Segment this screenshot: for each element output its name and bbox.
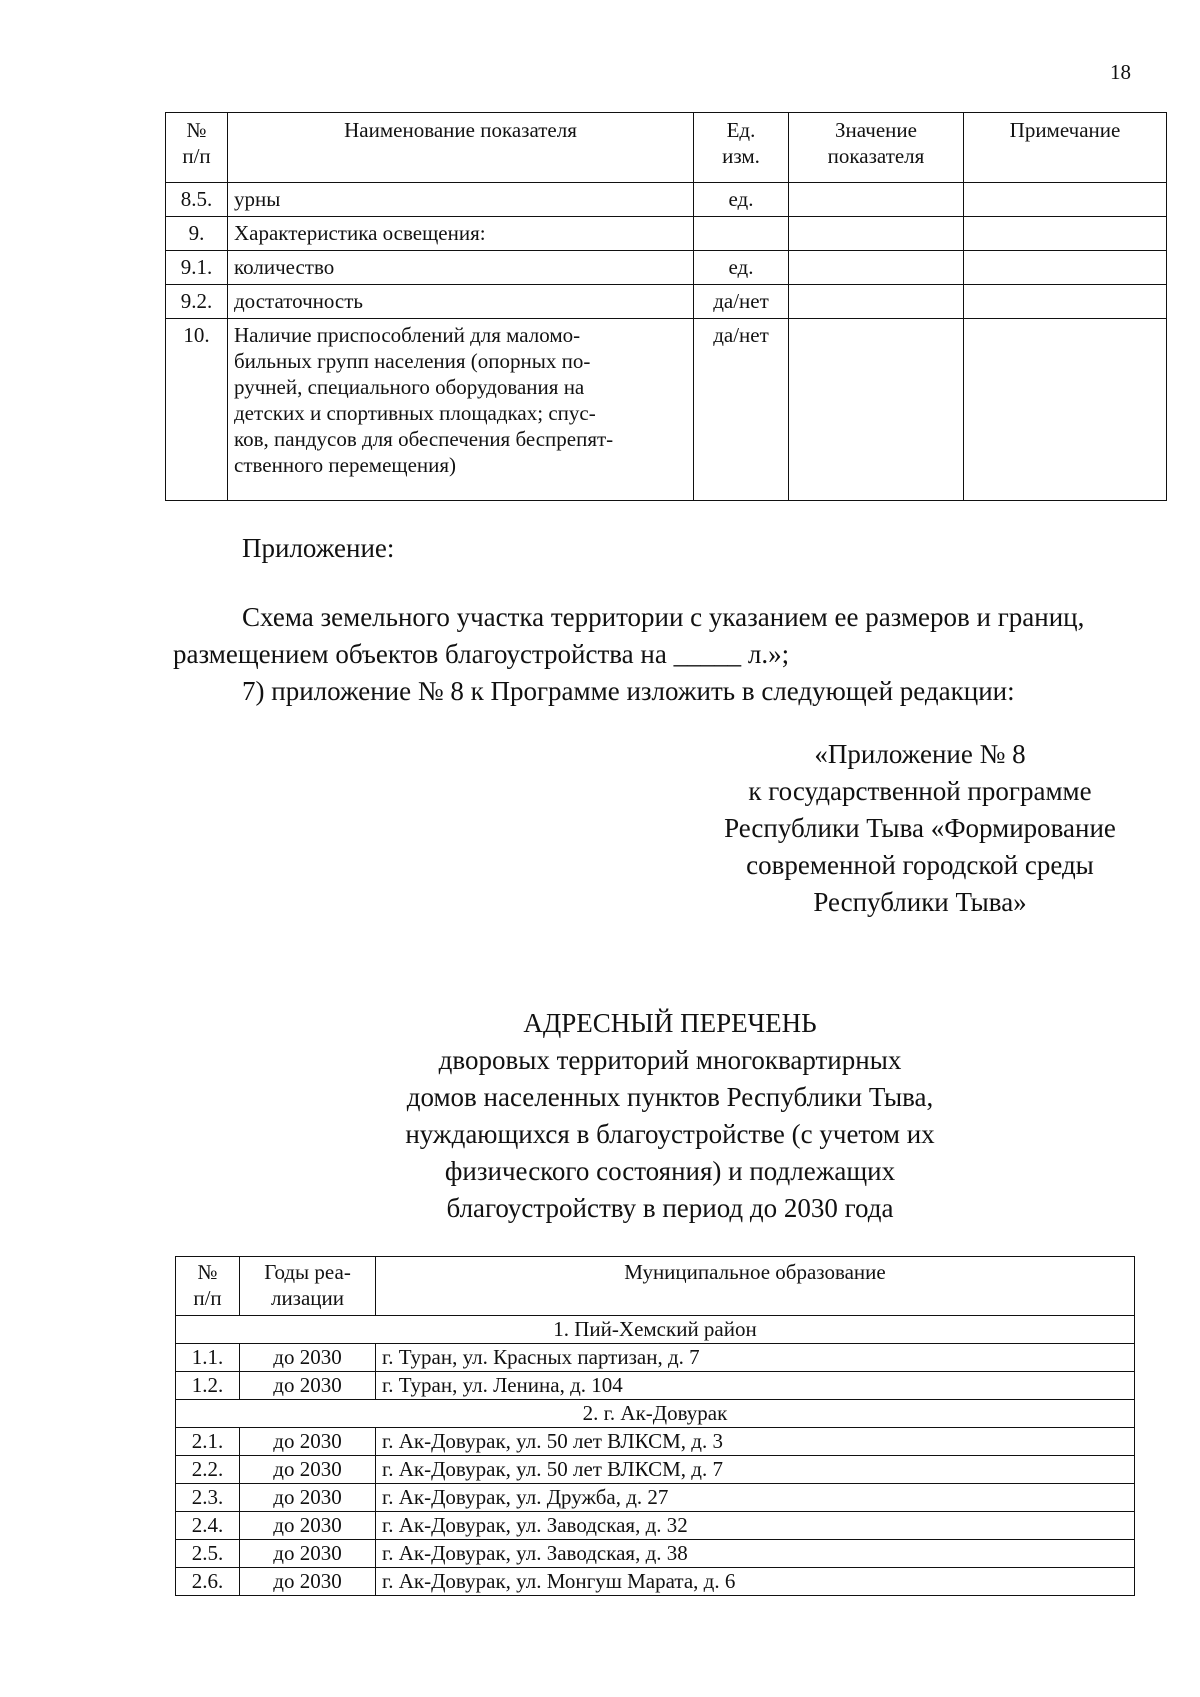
col-header-years: Годы реа- лизации xyxy=(240,1257,376,1316)
row-num: 2.1. xyxy=(176,1428,240,1456)
row-note xyxy=(964,319,1167,501)
row-years: до 2030 xyxy=(240,1484,376,1512)
heading-title: АДРЕСНЫЙ ПЕРЕЧЕНЬ xyxy=(523,1008,817,1038)
appendix-line: к государственной программе xyxy=(748,776,1092,806)
section-row xyxy=(176,1400,1135,1428)
col-header-unit: Ед. изм. xyxy=(694,113,789,183)
heading-line: благоустройству в период до 2030 года xyxy=(446,1193,894,1223)
row-address: г. Туран, ул. Красных партизан, д. 7 xyxy=(376,1344,1135,1372)
table-row xyxy=(176,1344,1135,1372)
table-row xyxy=(166,183,1167,217)
address-list-table xyxy=(175,1256,1135,1596)
row-num: 9.2. xyxy=(166,285,228,319)
heading-line: домов населенных пунктов Республики Тыва, xyxy=(406,1082,934,1112)
table-row xyxy=(176,1372,1135,1400)
heading-line: нуждающихся в благоустройстве (с учетом их xyxy=(405,1119,935,1149)
row-value xyxy=(789,285,964,319)
row-name: Характеристика освещения: xyxy=(228,217,694,251)
row-address: г. Ак-Довурак, ул. 50 лет ВЛКСМ, д. 7 xyxy=(376,1456,1135,1484)
table-row xyxy=(166,251,1167,285)
row-years: до 2030 xyxy=(240,1372,376,1400)
row-name: количество xyxy=(228,251,694,285)
heading-line: физического состояния) и подлежащих xyxy=(444,1156,896,1186)
row-note xyxy=(964,217,1167,251)
row-num: 2.2. xyxy=(176,1456,240,1484)
row-years: до 2030 xyxy=(240,1344,376,1372)
col-header-municipality: Муниципальное образование xyxy=(376,1257,1135,1316)
page-number: 18 xyxy=(1110,60,1131,84)
row-value xyxy=(789,251,964,285)
row-address: г. Ак-Довурак, ул. 50 лет ВЛКСМ, д. 3 xyxy=(376,1428,1135,1456)
table-row xyxy=(176,1512,1135,1540)
row-num: 1.2. xyxy=(176,1372,240,1400)
row-num: 9.1. xyxy=(166,251,228,285)
address-table-header xyxy=(176,1257,1135,1316)
document-heading xyxy=(330,1005,1010,1227)
table-row xyxy=(176,1540,1135,1568)
row-years: до 2030 xyxy=(240,1512,376,1540)
table-row xyxy=(176,1568,1135,1596)
appendix-line: Республики Тыва» xyxy=(813,887,1027,917)
row-years: до 2030 xyxy=(240,1540,376,1568)
row-num: 10. xyxy=(166,319,228,501)
row-address: г. Туран, ул. Ленина, д. 104 xyxy=(376,1372,1135,1400)
col-header-num: № п/п xyxy=(166,113,228,183)
row-address: г. Ак-Довурак, ул. Дружба, д. 27 xyxy=(376,1484,1135,1512)
col-header-note: Примечание xyxy=(964,113,1167,183)
row-note xyxy=(964,251,1167,285)
attachment-label: Приложение: xyxy=(242,533,395,563)
row-unit: ед. xyxy=(694,251,789,285)
appendix-line: Республики Тыва «Формирование xyxy=(724,813,1116,843)
row-value xyxy=(789,217,964,251)
col-header-value: Значение показателя xyxy=(789,113,964,183)
section-row xyxy=(176,1316,1135,1344)
table-row xyxy=(166,285,1167,319)
row-name: Наличие приспособлений для маломо- бильных групп населения (опорных по- ручней, специального оборудования на детских и спортивных площадках; спус- ков, пандусов для обеспечения беспрепят- ственного перемещения) xyxy=(228,319,694,501)
row-address: г. Ак-Довурак, ул. Заводская, д. 32 xyxy=(376,1512,1135,1540)
row-unit xyxy=(694,217,789,251)
table-row xyxy=(166,319,1167,501)
row-num: 2.6. xyxy=(176,1568,240,1596)
appendix-line: «Приложение № 8 xyxy=(814,739,1026,769)
row-years: до 2030 xyxy=(240,1456,376,1484)
row-num: 2.4. xyxy=(176,1512,240,1540)
appendix-line: современной городской среды xyxy=(746,850,1094,880)
row-unit: ед. xyxy=(694,183,789,217)
table-row xyxy=(176,1484,1135,1512)
section-title: 1. Пий-Хемский район xyxy=(176,1316,1135,1344)
table-row xyxy=(176,1428,1135,1456)
col-header-name: Наименование показателя xyxy=(228,113,694,183)
row-num: 9. xyxy=(166,217,228,251)
heading-line: дворовых территорий многоквартирных xyxy=(438,1045,902,1075)
row-years: до 2030 xyxy=(240,1428,376,1456)
row-years: до 2030 xyxy=(240,1568,376,1596)
row-value xyxy=(789,319,964,501)
col-header-num: № п/п xyxy=(176,1257,240,1316)
row-num: 2.3. xyxy=(176,1484,240,1512)
row-num: 1.1. xyxy=(176,1344,240,1372)
section-title: 2. г. Ак-Довурак xyxy=(176,1400,1135,1428)
row-name: урны xyxy=(228,183,694,217)
indicators-table xyxy=(165,112,1167,501)
scheme-line-1: Схема земельного участка территории с указанием ее размеров и границ, xyxy=(242,602,1085,632)
row-value xyxy=(789,183,964,217)
row-num: 2.5. xyxy=(176,1540,240,1568)
indicators-table-header xyxy=(166,113,1167,183)
table-row xyxy=(176,1456,1135,1484)
item-7-text: 7) приложение № 8 к Программе изложить в следующей редакции: xyxy=(242,676,1015,706)
row-note xyxy=(964,285,1167,319)
row-address: г. Ак-Довурак, ул. Заводская, д. 38 xyxy=(376,1540,1135,1568)
row-unit: да/нет xyxy=(694,285,789,319)
appendix-reference xyxy=(700,736,1140,921)
scheme-line-2: размещением объектов благоустройства на _____ л.»; xyxy=(173,639,790,669)
table-row xyxy=(166,217,1167,251)
row-name: достаточность xyxy=(228,285,694,319)
row-unit: да/нет xyxy=(694,319,789,501)
row-address: г. Ак-Довурак, ул. Монгуш Марата, д. 6 xyxy=(376,1568,1135,1596)
row-note xyxy=(964,183,1167,217)
row-num: 8.5. xyxy=(166,183,228,217)
